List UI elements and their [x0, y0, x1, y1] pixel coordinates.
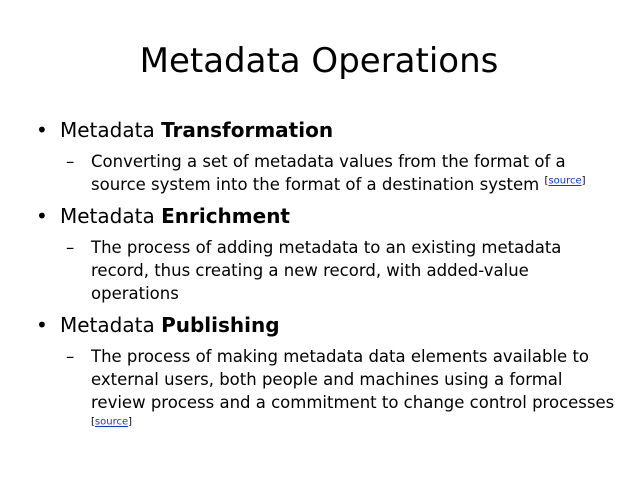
sub-bullet-enrichment [28, 236, 618, 305]
dash-icon: – [66, 238, 75, 257]
bullet-keyword: Publishing [161, 313, 280, 337]
bullet-prefix: Metadata [60, 204, 162, 228]
bullet-icon: • [36, 204, 48, 228]
sub-bullet-transformation [28, 150, 618, 196]
bracket-close: ] [581, 175, 586, 187]
citation-link[interactable]: source [94, 416, 129, 428]
slide-content [28, 116, 618, 443]
bullet-icon: • [36, 313, 48, 337]
bullet-prefix: Metadata [60, 118, 162, 142]
dash-icon: – [66, 347, 75, 366]
bullet-transformation [28, 116, 618, 144]
bullet-keyword: Enrichment [161, 204, 290, 228]
bullet-keyword: Transformation [161, 118, 334, 142]
sub-bullet-text: The process of adding metadata to an existing metadata record, thus creating a new record, with added-value operations [91, 238, 562, 303]
bullet-prefix: Metadata [60, 313, 162, 337]
bracket-close: ] [128, 416, 133, 428]
bullet-icon: • [36, 118, 48, 142]
bullet-publishing [28, 311, 618, 339]
citation [91, 417, 132, 428]
bracket-open: [ [91, 416, 95, 428]
sub-bullet-text: The process of making metadata data elements available to external users, both people and machines using a formal review process and a commitment to change control processes [91, 347, 615, 412]
sub-bullet-publishing [28, 345, 618, 437]
bullet-enrichment [28, 202, 618, 230]
slide-title: Metadata Operations [139, 41, 499, 81]
sub-bullet-text: Converting a set of metadata values from the format of a source system into the format of a destination system [91, 152, 566, 194]
citation [545, 176, 586, 187]
citation-link[interactable]: source [548, 175, 582, 187]
bracket-open: [ [544, 175, 549, 187]
dash-icon: – [66, 152, 75, 171]
